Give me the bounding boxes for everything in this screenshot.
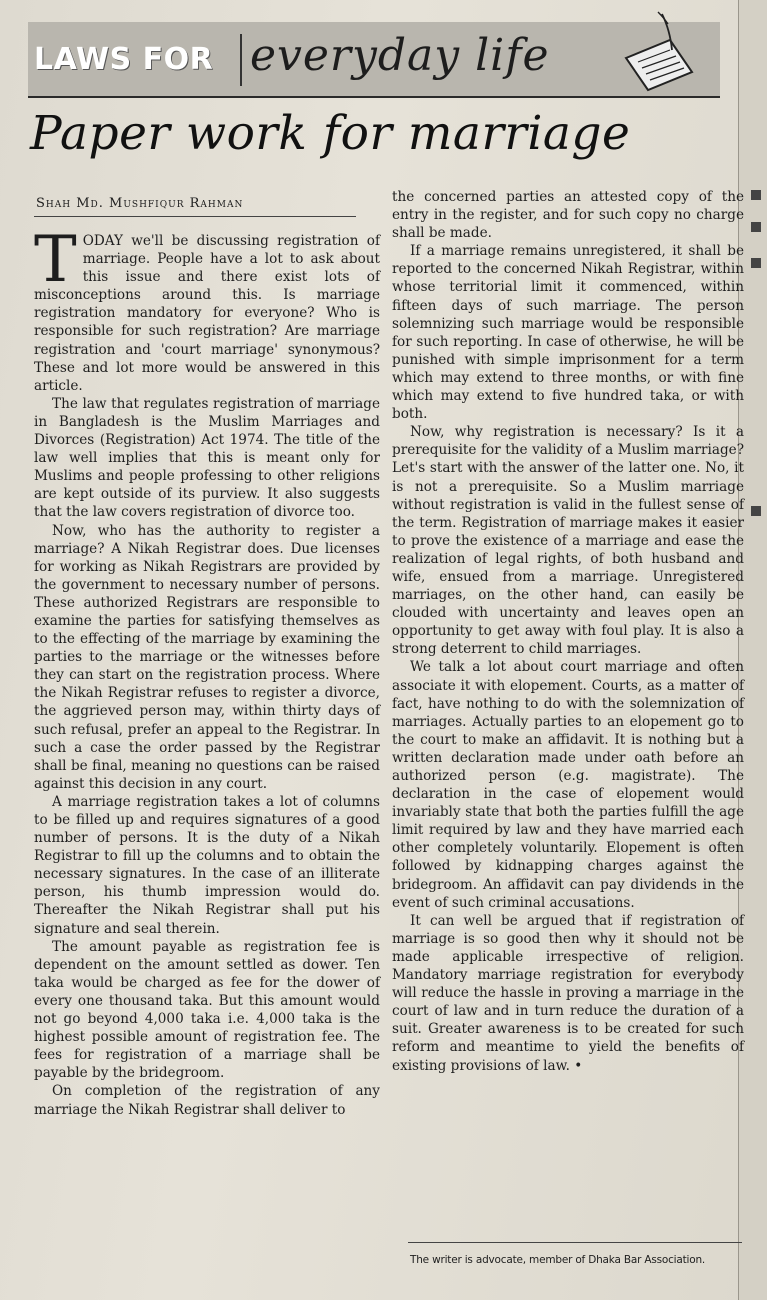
paragraph: TODAY we'll be discussing registration of marriage. People have a lot to ask about this issue and there exist lots of misconceptions around this. Is marriage registration mandatory for everyone? Who is responsible for such registration? Are marriage registration and 'court marriage' synonymous? These and lot more would be answered in this article. bbox=[34, 223, 380, 394]
paragraph: The amount payable as registration fee is dependent on the amount settled as dower. Ten taka would be charged as fee for the dower of every one thousand taka. But this amount would not go beyond 4,000 taka i.e. 4,000 taka is the highest possible amount of registration fee. The fees for registration of a marriage shall be payable by the bridegroom. bbox=[34, 938, 380, 1082]
edge-mark bbox=[751, 222, 761, 232]
paragraph: We talk a lot about court marriage and often associate it with elopement. Courts, as a matter of fact, have nothing to do with the solemnization of marriages. Actually parties to an elopement go to the court to make an affidavit. It is nothing but a written declaration made under oath before an authorized person (e.g. magistrate). The declaration in the case of elopement would invariably state that both the parties fulfill the age limit required by law and they have married each other completely voluntarily. Elopement is often followed by kidnapping charges against the bridegroom. An affidavit can pay dividends in the event of such criminal accusations. bbox=[392, 659, 744, 911]
paragraph: Now, who has the authority to register a marriage? A Nikah Registrar does. Due licenses for working as Nikah Registrars are provided by the government to necessary number of persons. These authorized Registrars are responsible to examine the parties for satisfying themselves as to the effecting of the marriage by examining the parties to the marriage or the witnesses before they can start on the registration process. Where the Nikah Registrar refuses to register a divorce, the aggrieved person may, within thirty days of such refusal, prefer an appeal to the Registrar. In such a case the order passed by the Registrar shall be final, meaning no questions can be raised against this decision in any court. bbox=[34, 522, 380, 792]
paragraph: The law that regulates registration of marriage in Bangladesh is the Muslim Marriages and Divorces (Registration) Act 1974. The title of the law well implies that this is meant only for Muslims and people professing to other religions are kept outside of its purview. It also suggests that the law covers registration of divorce too. bbox=[34, 395, 380, 521]
author-note: The writer is advocate, member of Dhaka Bar Association. bbox=[410, 1254, 706, 1266]
edge-mark bbox=[751, 258, 761, 268]
article-column-1 bbox=[34, 223, 380, 1119]
footer-rule bbox=[408, 1242, 742, 1243]
paragraph: the concerned parties an attested copy of the entry in the register, and for such copy no charge shall be made. bbox=[392, 189, 744, 242]
paragraph: On completion of the registration of any marriage the Nikah Registrar shall deliver to bbox=[34, 1083, 380, 1118]
byline-rule bbox=[34, 216, 356, 217]
end-mark: • bbox=[574, 1057, 583, 1074]
article-column-2 bbox=[392, 188, 744, 1075]
section-label: LAWS FOR bbox=[34, 42, 214, 77]
paragraph: A marriage registration takes a lot of columns to be filled up and requires signatures of a good number of persons. It is the duty of a Nikah Registrar to fill up the columns and to obtain the necessary signatures. In the case of an illiterate person, his thumb impression would do. Thereafter the Nikah Registrar shall put his signature and seal therein. bbox=[34, 793, 380, 937]
headline: Paper work for marriage bbox=[30, 106, 631, 161]
drop-cap: T bbox=[34, 223, 77, 297]
paragraph: Now, why registration is necessary? Is it a prerequisite for the validity of a Muslim marriage? Let's start with the answer of the latter one. No, it is not a prerequisite. So a Muslim marriage without registration is valid in the fullest sense of the term. Registration of marriage makes it easier to prove the existence of a marriage and ease the realization of legal rights, of both husband and wife, ensued from a marriage. Unregistered marriages, on the other hand, can easily be clouded with uncertainty and leaves open an opportunity to get away with foul play. It is also a strong deterrent to child marriages. bbox=[392, 424, 744, 658]
paragraph: If a marriage remains unregistered, it shall be reported to the concerned Nikah Registrar, within whose territorial limit it commenced, within fifteen days of such marriage. The person solemnizing such marriage would be responsible for such reporting. In case of otherwise, he will be punished with simple imprisonment for a term which may extend to three months, or with fine which may extend to five hundred taka, or with both. bbox=[392, 243, 744, 423]
edge-mark bbox=[751, 506, 761, 516]
banner-underline bbox=[28, 96, 720, 98]
edge-mark bbox=[751, 190, 761, 200]
banner-divider bbox=[240, 34, 242, 86]
section-subtitle: everyday life bbox=[250, 30, 550, 81]
quill-paper-icon bbox=[618, 10, 718, 94]
paragraph: It can well be argued that if registration of marriage is so good then why it should not be made applicable irrespective of religion. Mandatory marriage registration for everybody will reduce the hassle in proving a marriage in the court of law and in turn reduce the duration of a suit. Greater awareness is to be created for such reform and meantime to yield the benefits of existing provisions of law. • bbox=[392, 912, 744, 1074]
byline: Shah Md. Mushfiqur Rahman bbox=[36, 196, 244, 211]
